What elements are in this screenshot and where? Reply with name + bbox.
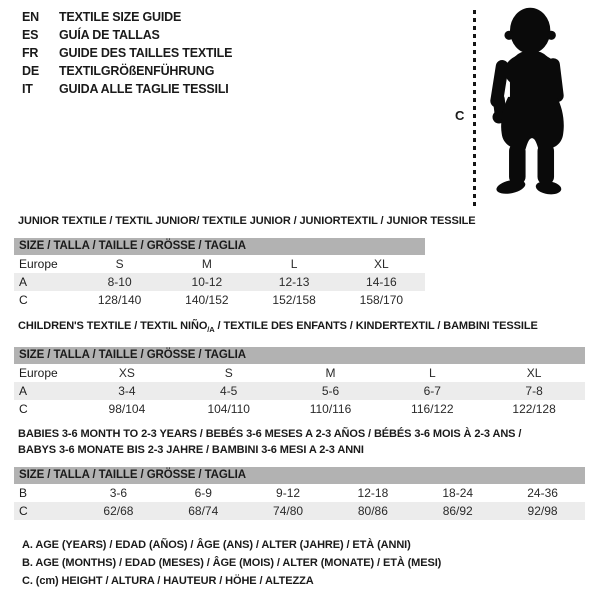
baby-silhouette-image [486, 5, 578, 207]
size-table [14, 484, 585, 520]
cell-value: 80/86 [357, 504, 388, 518]
table-row [14, 400, 585, 418]
cell-value: 14-16 [366, 275, 397, 289]
cell-value: 140/152 [185, 293, 229, 307]
children-table [14, 364, 585, 418]
cell-value: 5-6 [321, 384, 340, 399]
table-row [14, 484, 585, 502]
cell-value: 74/80 [273, 504, 304, 518]
language-title-list [22, 8, 232, 98]
cell-value: 116/122 [411, 402, 454, 417]
babies-size-header-bar: SIZE / TALLA / TAILLE / GRÖSSE / TAGLIA [14, 467, 585, 484]
cell-value: 18-24 [442, 486, 474, 500]
table-row [14, 382, 585, 400]
legend-notes [22, 536, 441, 590]
legend-note-line: B. AGE (MONTHS) / EDAD (MESES) / ÂGE (MOIS) / ALTER (MONATE) / ETÀ (MESI) [22, 557, 442, 569]
guide-title-text: GUIDA ALLE TAGLIE TESSILI [59, 82, 229, 96]
language-row [22, 62, 232, 80]
row-label: C [19, 504, 28, 518]
height-measure-label: C [455, 108, 465, 123]
children-table-title [18, 318, 585, 338]
children-table-section [14, 318, 585, 418]
guide-title-text: GUÍA DE TALLAS [59, 28, 160, 42]
table-row [14, 502, 585, 520]
row-label: A [19, 275, 28, 289]
language-row [22, 26, 232, 44]
table-row [14, 255, 425, 273]
cell-value: S [115, 257, 124, 271]
cell-value: 104/110 [207, 402, 250, 417]
babies-table [14, 484, 585, 520]
language-row [22, 8, 232, 26]
junior-table-section [14, 213, 476, 309]
language-code: ES [22, 28, 39, 42]
cell-value: 9-12 [276, 486, 301, 500]
cell-value: 158/170 [359, 293, 404, 307]
junior-size-header-bar: SIZE / TALLA / TAILLE / GRÖSSE / TAGLIA [14, 238, 425, 255]
cell-value: 86/92 [442, 504, 473, 518]
cell-value: 24-36 [527, 486, 558, 500]
cell-value: 92/98 [527, 504, 558, 518]
cell-value: 68/74 [188, 504, 219, 518]
guide-title-text: TEXTILGRÖßENFÜHRUNG [59, 64, 215, 78]
table-title-line: BABIES 3-6 MONTH TO 2-3 YEARS / BEBÉS 3-6 MESES A 2-3 AÑOS / BÉBÉS 3-6 MOIS À 2-3 ANS / [18, 428, 522, 440]
language-code: EN [22, 10, 39, 24]
legend-note-line: A. AGE (YEARS) / EDAD (AÑOS) / ÂGE (ANS) / ALTER (JAHRE) / ETÀ (ANNI) [22, 539, 411, 551]
cell-value: 8-10 [107, 275, 132, 289]
cell-value: 152/158 [272, 293, 316, 307]
junior-table-title [18, 213, 476, 229]
size-table [14, 364, 585, 418]
guide-title-text: TEXTILE SIZE GUIDE [59, 10, 182, 24]
cell-value: XL [374, 257, 389, 271]
table-title-line: JUNIOR TEXTILE / TEXTIL JUNIOR/ TEXTILE JUNIOR / JUNIORTEXTIL / JUNIOR TESSILE [18, 215, 476, 227]
table-title-line: CHILDREN'S TEXTILE / TEXTIL $NIÑO_{/A}$ / TEXTILE DES ENFANTS / KINDERTEXTIL / BAMBINI TESSILE [18, 320, 538, 335]
language-row [22, 80, 232, 98]
language-row [22, 44, 232, 62]
cell-value: S [224, 366, 233, 381]
language-code: DE [22, 64, 39, 78]
cell-value: 10-12 [191, 275, 223, 289]
junior-table [14, 255, 425, 309]
cell-value: 62/68 [103, 504, 134, 518]
row-label: Europe [19, 257, 58, 271]
cell-value: 6-7 [423, 384, 441, 399]
cell-value: 110/116 [309, 402, 352, 417]
row-label: C [19, 293, 28, 307]
cell-value: 4-5 [220, 384, 238, 399]
cell-value: 122/128 [512, 402, 556, 417]
cell-value: L [290, 257, 298, 271]
row-label: A [19, 384, 28, 399]
table-row [14, 364, 585, 382]
cell-value: 128/140 [97, 293, 142, 307]
row-label: B [19, 486, 28, 500]
row-label: C [19, 402, 28, 417]
cell-value: L [428, 366, 436, 381]
cell-value: M [325, 366, 336, 381]
cell-value: 12-13 [278, 275, 310, 289]
table-title-line: BABYS 3-6 MONATE BIS 2-3 JAHRE / BAMBINI 3-6 MESI A 2-3 ANNI [18, 444, 364, 456]
cell-value: XS [118, 366, 135, 381]
height-measure-dashed-line [473, 10, 476, 206]
cell-value: 6-9 [194, 486, 212, 500]
babies-table-title [18, 426, 585, 458]
guide-title-text: GUIDE DES TAILLES TEXTILE [59, 46, 233, 60]
cell-value: 98/104 [108, 402, 146, 417]
table-row [14, 291, 425, 309]
cell-value: 12-18 [357, 486, 389, 500]
language-code: FR [22, 46, 39, 60]
table-row [14, 273, 425, 291]
children-size-header-bar: SIZE / TALLA / TAILLE / GRÖSSE / TAGLIA [14, 347, 585, 364]
cell-value: 3-4 [118, 384, 136, 399]
language-code: IT [22, 82, 33, 96]
cell-value: M [201, 257, 212, 271]
cell-value: 3-6 [109, 486, 128, 500]
row-label: Europe [19, 366, 58, 381]
babies-table-section [14, 426, 585, 520]
legend-note-line: C. (cm) HEIGHT / ALTURA / HAUTEUR / HÖHE / ALTEZZA [22, 575, 314, 587]
size-table [14, 255, 425, 309]
cell-value: 7-8 [525, 384, 543, 399]
cell-value: XL [526, 366, 542, 381]
